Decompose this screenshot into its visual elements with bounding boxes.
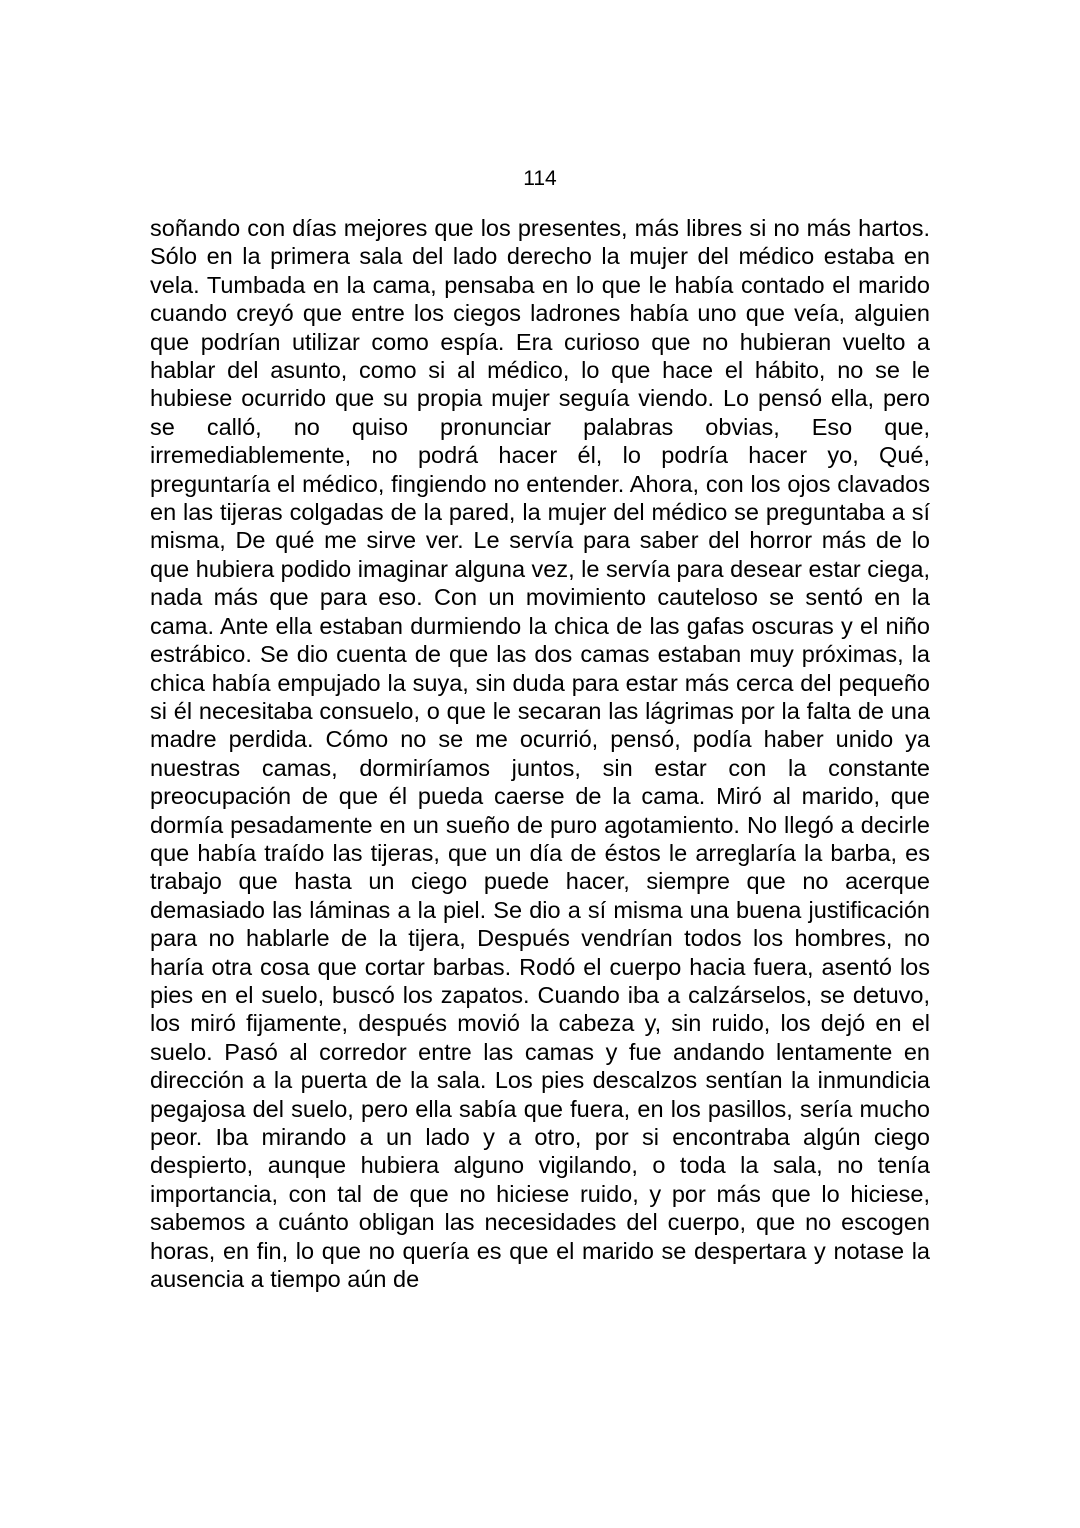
page-number: 114 bbox=[523, 167, 557, 190]
body-text: soñando con días mejores que los presentes, más libres si no más hartos. Sólo en la primera sala del lado derecho la mujer del médico estaba en vela. Tumbada en la cama, pensaba en lo que le había contado el marido cuando creyó que entre los ciegos ladrones había uno que veía, alguien que podrían utilizar como espía. Era curioso que no hubieran vuelto a hablar del asunto, como si al médico, lo que hace el hábito, no se le hubiese ocurrido que su propia mujer seguía viendo. Lo pensó ella, pero se calló, no quiso pronunciar palabras obvias, Eso que, irremediablemente, no podrá hacer él, lo podría hacer yo, Qué, preguntaría el médico, fingiendo no entender. Ahora, con los ojos clavados en las tijeras colgadas de la pared, la mujer del médico se preguntaba a sí misma, De qué me sirve ver. Le servía para saber del horror más de lo que hubiera podido imaginar alguna vez, le servía para desear estar ciega, nada más que para eso. Con un movimiento cauteloso se sentó en la cama. Ante ella estaban durmiendo la chica de las gafas oscuras y el niño estrábico. Se dio cuenta de que las dos camas estaban muy próximas, la chica había empujado la suya, sin duda para estar más cerca del pequeño si él necesitaba consuelo, o que le secaran las lágrimas por la falta de una madre perdida. Cómo no se me ocurrió, pensó, podía haber unido ya nuestras camas, dormiríamos juntos, sin estar con la constante preocupación de que él pueda caerse de la cama. Miró al marido, que dormía pesadamente en un sueño de puro agotamiento. No llegó a decirle que había traído las tijeras, que un día de éstos le arreglaría la barba, es trabajo que hasta un ciego puede hacer, siempre que no acerque demasiado las láminas a la piel. Se dio a sí misma una buena justificación para no hablarle de la tijera, Después vendrían todos los hombres, no haría otra cosa que cortar barbas. Rodó el cuerpo hacia fuera, asentó los pies en el suelo, buscó los zapatos. Cuando iba a calzárselos, se detuvo, los miró fijamente, después movió la cabeza y, sin ruido, los dejó en el suelo. Pasó al corredor entre las camas y fue andando lentamente en dirección a la puerta de la sala. Los pies descalzos sentían la inmundicia pegajosa del suelo, pero ella sabía que fuera, en los pasillos, sería mucho peor. Iba mirando a un lado y a otro, por si encontraba algún ciego despierto, aunque hubiera alguno vigilando, o toda la sala, no tenía importancia, con tal de que no hiciese ruido, y por más que lo hiciese, sabemos a cuánto obligan las necesidades del cuerpo, que no escogen horas, en fin, lo que no quería es que el marido se despertara y notase la ausencia a tiempo aún de bbox=[150, 215, 930, 1293]
